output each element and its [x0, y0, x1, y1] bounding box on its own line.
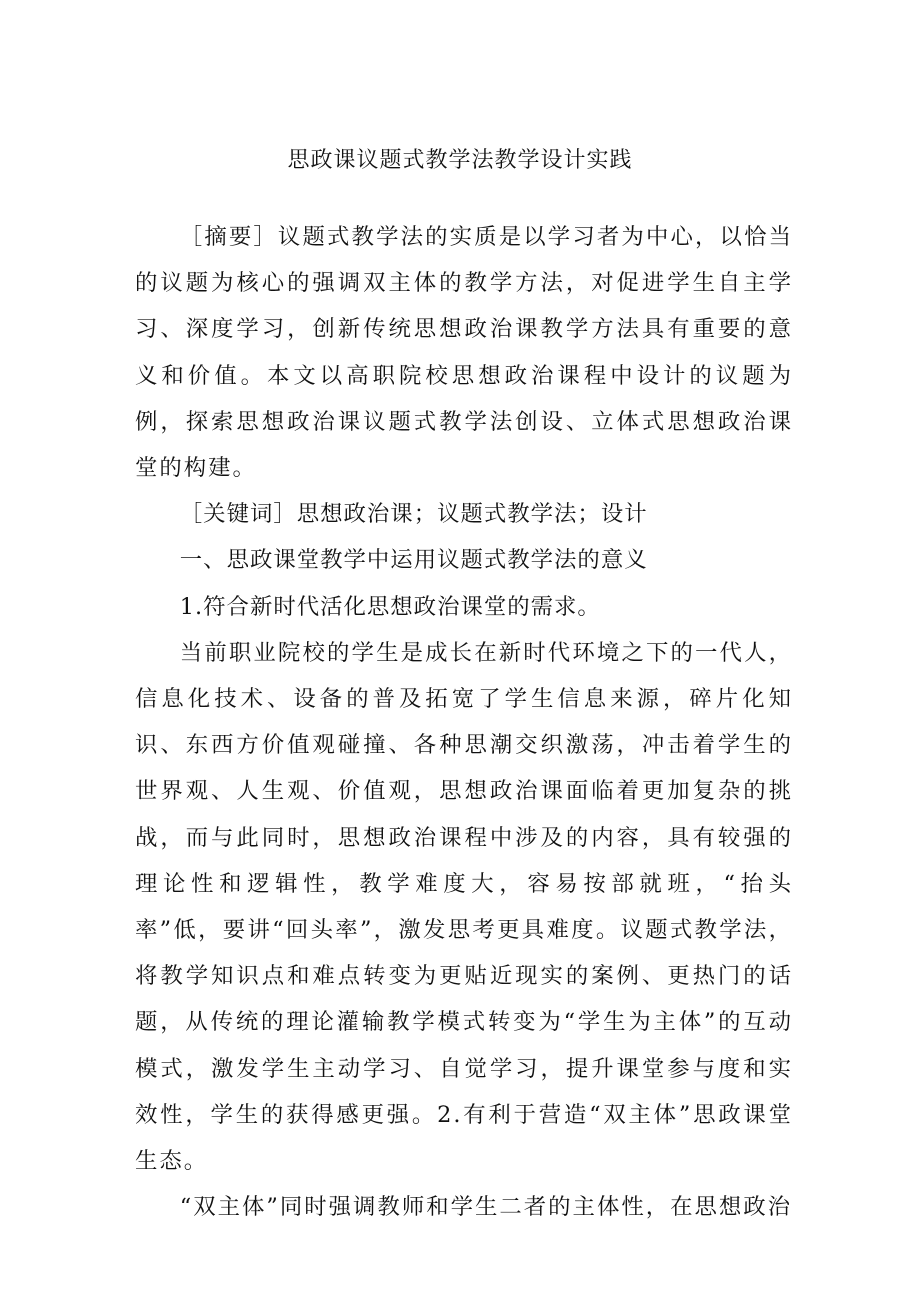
abstract-paragraph: ［摘要］议题式教学法的实质是以学习者为中心，以恰当的议题为核心的强调双主体的教学方法，对促进学生自主学习、深度学习，创新传统思想政治课教学方法具有重要的意义和价值。本文以高职院校思想政治课程中设计的议题为例，探索思想政治课议题式教学法创设、立体式思想政治课堂的构建。: [135, 224, 793, 482]
keywords-line: ［关键词］思想政治课；议题式教学法；设计: [179, 501, 648, 528]
document-body: [135, 214, 793, 1230]
subsection-heading: 1.符合新时代活化思想政治课堂的需求。: [179, 593, 601, 620]
body-paragraph: “双主体”同时强调教师和学生二者的主体性，在思想政治: [179, 1194, 793, 1221]
document-title: 思政课议题式教学法教学设计实践: [287, 148, 633, 173]
section-heading: 一、思政课堂教学中运用议题式教学法的意义: [179, 547, 648, 574]
body-paragraph: 当前职业院校的学生是成长在新时代环境之下的一代人，信息化技术、设备的普及拓宽了学生信息来源，碎片化知识、东西方价值观碰撞、各种思潮交织激荡，冲击着学生的世界观、人生观、价值观，思想政治课面临着更加复杂的挑战，而与此同时，思想政治课程中涉及的内容，具有较强的理论性和逻辑性，教学难度大，容易按部就班，“抬头率”低，要讲“回头率”，激发思考更具难度。议题式教学法，将教学知识点和难点转变为更贴近现实的案例、更热门的话题，从传统的理论灌输教学模式转变为“学生为主体”的互动模式，激发学生主动学习、自觉学习，提升课堂参与度和实效性，学生的获得感更强。2.有利于营造“双主体”思政课堂生态。: [135, 639, 793, 1175]
